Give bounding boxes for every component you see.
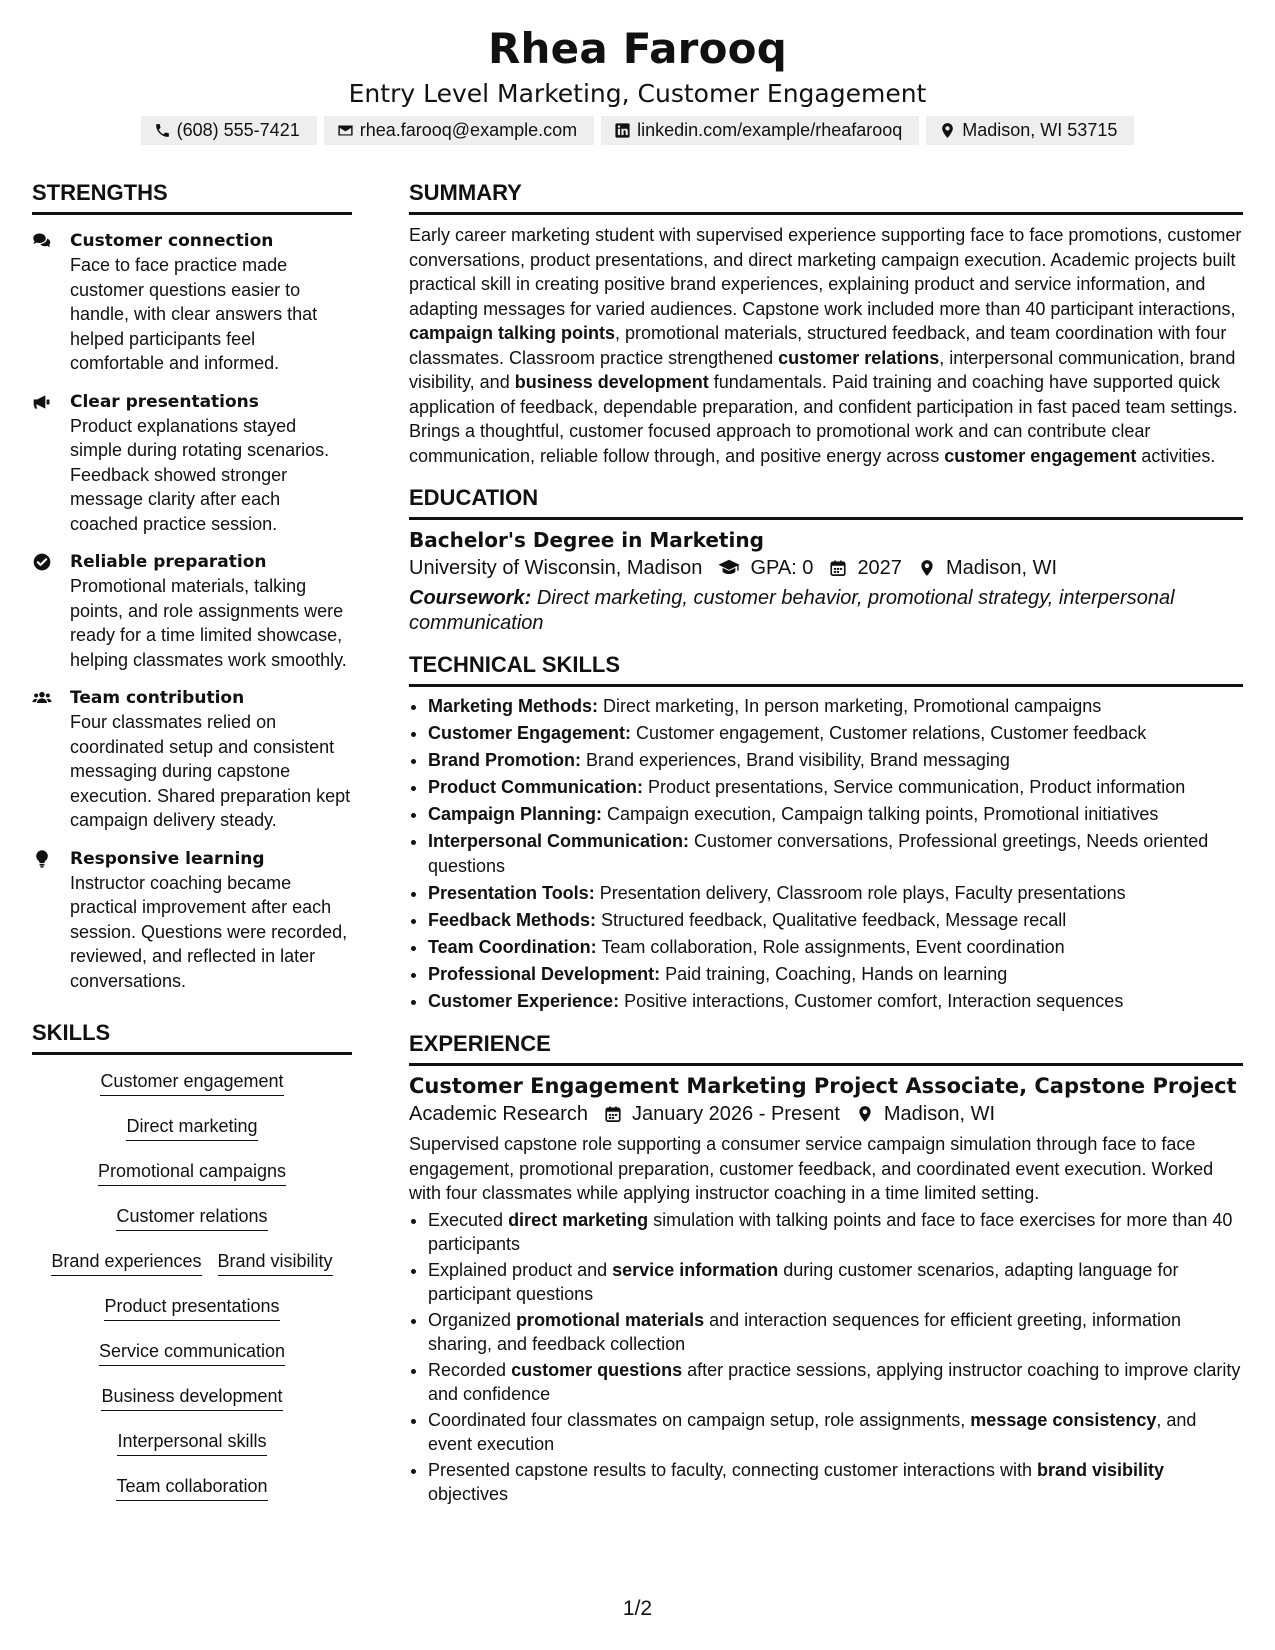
contact-phone-text: (608) 555-7421 bbox=[176, 120, 300, 140]
list-item bbox=[428, 1358, 1243, 1407]
skill-tag: Interpersonal skills bbox=[117, 1429, 266, 1456]
skill-values: Team collaboration, Role assignments, Event coordination bbox=[601, 937, 1065, 957]
map-pin-icon bbox=[918, 559, 936, 577]
contact-location bbox=[926, 116, 1134, 145]
skill-category: Team Coordination: bbox=[428, 937, 597, 957]
bullet-text: , and event execution bbox=[428, 1409, 1197, 1454]
bullet-text: simulation with talking points and face to face exercises for more than 40 participants bbox=[428, 1209, 1233, 1254]
bullet-text: Explained product and bbox=[428, 1259, 613, 1280]
list-item bbox=[428, 1308, 1243, 1357]
users-icon bbox=[32, 688, 54, 710]
contact-location-text: Madison, WI 53715 bbox=[962, 120, 1118, 140]
summary-highlight: customer relations bbox=[778, 347, 940, 368]
summary-highlight: business development bbox=[514, 372, 709, 392]
list-item bbox=[428, 962, 1243, 987]
list-item bbox=[428, 829, 1243, 879]
bullet-text: Executed bbox=[428, 1209, 509, 1230]
strength-title: Responsive learning bbox=[70, 848, 265, 869]
strength-title: Reliable preparation bbox=[70, 552, 267, 572]
skill-category: Product Communication: bbox=[428, 777, 643, 797]
skill-tag: Direct marketing bbox=[126, 1114, 257, 1141]
list-item bbox=[428, 1208, 1243, 1257]
resume-header bbox=[0, 22, 1275, 145]
bullet-text: objectives bbox=[428, 1484, 509, 1504]
bullet-text: and interaction sequences for efficient greeting, information sharing, and feedback collection bbox=[428, 1309, 1182, 1354]
skill-row bbox=[32, 1153, 352, 1198]
skill-values: Customer engagement, Customer relations, Customer feedback bbox=[636, 723, 1147, 743]
skill-row bbox=[32, 1108, 352, 1153]
list-item bbox=[428, 1458, 1243, 1507]
list-item bbox=[428, 694, 1243, 719]
skill-values: Campaign execution, Campaign talking points, Promotional initiatives bbox=[607, 804, 1159, 824]
summary-segment: activities. bbox=[1136, 445, 1216, 466]
education-location-text: Madison, WI bbox=[945, 557, 1058, 579]
bullet-text: after practice sessions, applying instructor coaching to improve clarity and confidence bbox=[428, 1359, 1241, 1404]
list-item bbox=[428, 748, 1243, 773]
skills-cloud bbox=[32, 1063, 352, 1513]
phone-icon bbox=[154, 122, 171, 139]
technical-skills-heading: TECHNICAL SKILLS bbox=[409, 651, 1243, 687]
skill-row bbox=[32, 1423, 352, 1468]
strength-item bbox=[32, 390, 352, 537]
list-item bbox=[428, 721, 1243, 746]
skill-values: Presentation delivery, Classroom role plays, Faculty presentations bbox=[599, 883, 1126, 903]
skill-tag: Product presentations bbox=[104, 1294, 279, 1321]
bullet-highlight: brand visibility bbox=[1036, 1459, 1165, 1480]
experience-heading: EXPERIENCE bbox=[409, 1030, 1243, 1066]
calendar-icon bbox=[604, 1105, 622, 1123]
skill-row bbox=[32, 1468, 352, 1513]
technical-skills-list bbox=[409, 694, 1243, 1014]
skill-tag: Brand experiences bbox=[51, 1249, 201, 1276]
contact-email[interactable] bbox=[324, 116, 594, 145]
skill-tag: Customer engagement bbox=[100, 1069, 283, 1096]
strength-description: Face to face practice made customer questions easier to handle, with clear answers that helped participants feel comfortable and informed. bbox=[70, 255, 318, 373]
skill-values: Direct marketing, In person marketing, Promotional campaigns bbox=[603, 696, 1102, 716]
skill-row bbox=[32, 1063, 352, 1108]
coursework bbox=[409, 586, 1243, 635]
bullet-highlight: direct marketing bbox=[508, 1209, 649, 1230]
skill-category: Customer Experience: bbox=[428, 991, 620, 1011]
skill-tag: Customer relations bbox=[116, 1204, 267, 1231]
list-item bbox=[428, 1408, 1243, 1457]
job-location-text: Madison, WI bbox=[883, 1103, 996, 1125]
page-number: 1/2 bbox=[622, 1597, 653, 1620]
linkedin-icon bbox=[614, 122, 631, 139]
summary-heading: SUMMARY bbox=[409, 179, 1243, 215]
chat-bubbles-icon bbox=[32, 231, 54, 253]
graduation-year-text: 2027 bbox=[857, 557, 902, 579]
contact-bar bbox=[0, 116, 1275, 145]
contact-linkedin-text: linkedin.com/example/rheafarooq bbox=[637, 120, 903, 140]
bullet-highlight: promotional materials bbox=[516, 1309, 705, 1330]
contact-phone bbox=[141, 116, 317, 145]
envelope-icon bbox=[337, 122, 354, 139]
summary-highlight: customer engagement bbox=[944, 445, 1137, 466]
calendar-icon bbox=[829, 559, 847, 577]
list-item bbox=[428, 935, 1243, 960]
job-bullets bbox=[409, 1208, 1243, 1507]
education-meta bbox=[409, 554, 1243, 582]
lightbulb-icon bbox=[32, 849, 54, 871]
summary-segment: , promotional materials, structured feedback, and team coordination with four classmates. Classroom practice strengthened bbox=[409, 323, 1227, 368]
list-item bbox=[428, 1258, 1243, 1307]
graduation-year bbox=[829, 554, 902, 582]
skills-heading: SKILLS bbox=[32, 1019, 352, 1055]
strength-title: Clear presentations bbox=[70, 391, 259, 412]
job-meta bbox=[409, 1100, 1243, 1128]
strength-item bbox=[32, 847, 352, 994]
gpa-text: GPA: 0 bbox=[750, 557, 814, 579]
bullet-highlight: message consistency bbox=[970, 1409, 1157, 1430]
skill-category: Campaign Planning: bbox=[428, 804, 603, 824]
job-dates bbox=[604, 1100, 840, 1128]
skill-category: Feedback Methods: bbox=[428, 910, 597, 930]
list-item bbox=[428, 881, 1243, 906]
skill-row bbox=[32, 1198, 352, 1243]
skill-tag: Team collaboration bbox=[116, 1474, 267, 1501]
education-heading: EDUCATION bbox=[409, 484, 1243, 520]
bullet-text: Recorded bbox=[428, 1359, 512, 1380]
skill-tag: Brand visibility bbox=[218, 1249, 333, 1276]
school-name bbox=[409, 554, 702, 582]
check-circle-icon bbox=[32, 552, 54, 574]
coursework-text: Direct marketing, customer behavior, promotional strategy, interpersonal communication bbox=[409, 587, 1175, 634]
gpa bbox=[718, 554, 813, 582]
left-column bbox=[32, 179, 352, 1513]
skill-values: Customer conversations, Professional greetings, Needs oriented questions bbox=[428, 831, 1209, 876]
bullet-text: during customer scenarios, adapting language for participant questions bbox=[428, 1259, 1179, 1304]
strength-description: Product explanations stayed simple during rotating scenarios. Feedback showed stronger message clarity after each coached practice session. bbox=[70, 415, 330, 534]
skill-row bbox=[32, 1378, 352, 1423]
list-item bbox=[428, 908, 1243, 933]
skill-row bbox=[32, 1333, 352, 1378]
skill-values: Product presentations, Service communication, Product information bbox=[648, 777, 1186, 797]
skill-category: Professional Development: bbox=[428, 964, 661, 984]
candidate-name: Rhea Farooq bbox=[488, 24, 787, 73]
megaphone-icon bbox=[32, 392, 54, 414]
graduation-cap-icon bbox=[718, 557, 740, 579]
skill-category: Marketing Methods: bbox=[428, 696, 599, 716]
skill-values: Structured feedback, Qualitative feedback, Message recall bbox=[601, 910, 1067, 930]
skill-row bbox=[32, 1288, 352, 1333]
skill-values: Paid training, Coaching, Hands on learning bbox=[665, 964, 1008, 984]
strength-description: Promotional materials, talking points, and role assignments were ready for a time limited showcase, helping classmates work smoothly. bbox=[70, 576, 347, 670]
skill-category: Brand Promotion: bbox=[428, 750, 581, 770]
bullet-highlight: customer questions bbox=[511, 1359, 683, 1380]
strength-item bbox=[32, 550, 352, 672]
skill-values: Positive interactions, Customer comfort, Interaction sequences bbox=[624, 991, 1124, 1011]
bullet-text: Organized bbox=[428, 1309, 517, 1330]
job-title: Customer Engagement Marketing Project Associate, Capstone Project bbox=[409, 1074, 1237, 1098]
list-item bbox=[428, 775, 1243, 800]
right-column bbox=[409, 179, 1243, 1508]
strength-item bbox=[32, 686, 352, 833]
job-organization bbox=[409, 1100, 588, 1128]
school-name-text: University of Wisconsin, Madison bbox=[409, 557, 703, 579]
skill-tag: Business development bbox=[101, 1384, 282, 1411]
strengths-heading: STRENGTHS bbox=[32, 179, 352, 215]
map-pin-icon bbox=[856, 1105, 874, 1123]
contact-linkedin[interactable] bbox=[601, 116, 919, 145]
strength-description: Four classmates relied on coordinated setup and consistent messaging during capstone execution. Shared preparation kept campaign delivery steady. bbox=[70, 712, 351, 830]
summary-highlight: campaign talking points bbox=[409, 323, 616, 343]
bullet-highlight: service information bbox=[612, 1259, 779, 1280]
list-item bbox=[428, 989, 1243, 1014]
skill-values: Brand experiences, Brand visibility, Brand messaging bbox=[586, 750, 1010, 770]
map-pin-icon bbox=[939, 122, 956, 139]
strength-item bbox=[32, 229, 352, 376]
job-dates-text: January 2026 - Present bbox=[631, 1103, 840, 1125]
list-item bbox=[428, 802, 1243, 827]
summary-segment: , interpersonal communication, brand visibility, and bbox=[409, 347, 1236, 392]
skill-category: Presentation Tools: bbox=[428, 883, 595, 903]
job-organization-text: Academic Research bbox=[409, 1103, 588, 1125]
job-description: Supervised capstone role supporting a consumer service campaign simulation through face to face engagement, promotional preparation, customer feedback, and coordinated event execution. Worked with four classmates while applying instructor coaching in a time limited setting. bbox=[409, 1134, 1214, 1203]
strength-title: Customer connection bbox=[70, 231, 274, 251]
strength-title: Team contribution bbox=[70, 688, 245, 708]
skill-category: Customer Engagement: bbox=[428, 723, 632, 743]
headline: Entry Level Marketing, Customer Engagement bbox=[348, 79, 927, 108]
summary-segment: Early career marketing student with supervised experience supporting face to face promotions, customer conversations, product presentations, and direct marketing campaign execution. Academic projects built practical skill in creating positive brand experiences, explaining product and service information, and adapting messages for varied audiences. Capstone work included more than 40 participant interactions, bbox=[409, 225, 1242, 319]
skill-tag: Service communication bbox=[99, 1339, 285, 1366]
summary-text bbox=[409, 223, 1243, 468]
contact-email-text: rhea.farooq@example.com bbox=[359, 120, 578, 140]
coursework-label: Coursework: bbox=[409, 587, 532, 609]
skill-category: Interpersonal Communication: bbox=[428, 831, 690, 851]
skill-tag: Promotional campaigns bbox=[98, 1159, 286, 1186]
degree-title: Bachelor's Degree in Marketing bbox=[409, 528, 764, 552]
summary-segment: fundamentals. Paid training and coaching have supported quick application of feedback, dependable preparation, and confident participation in fast paced team settings. Brings a thoughtful, customer focused approach to promotional work and can contribute clear communication, reliable follow through, and positive energy across bbox=[409, 372, 1238, 466]
skill-row bbox=[32, 1243, 352, 1288]
bullet-text: Coordinated four classmates on campaign setup, role assignments, bbox=[428, 1409, 971, 1430]
strength-description: Instructor coaching became practical improvement after each session. Questions were recorded, reviewed, and reflected in later conversations. bbox=[70, 872, 348, 991]
job-location bbox=[856, 1100, 995, 1128]
bullet-text: Presented capstone results to faculty, connecting customer interactions with bbox=[428, 1459, 1037, 1480]
education-location bbox=[918, 554, 1057, 582]
